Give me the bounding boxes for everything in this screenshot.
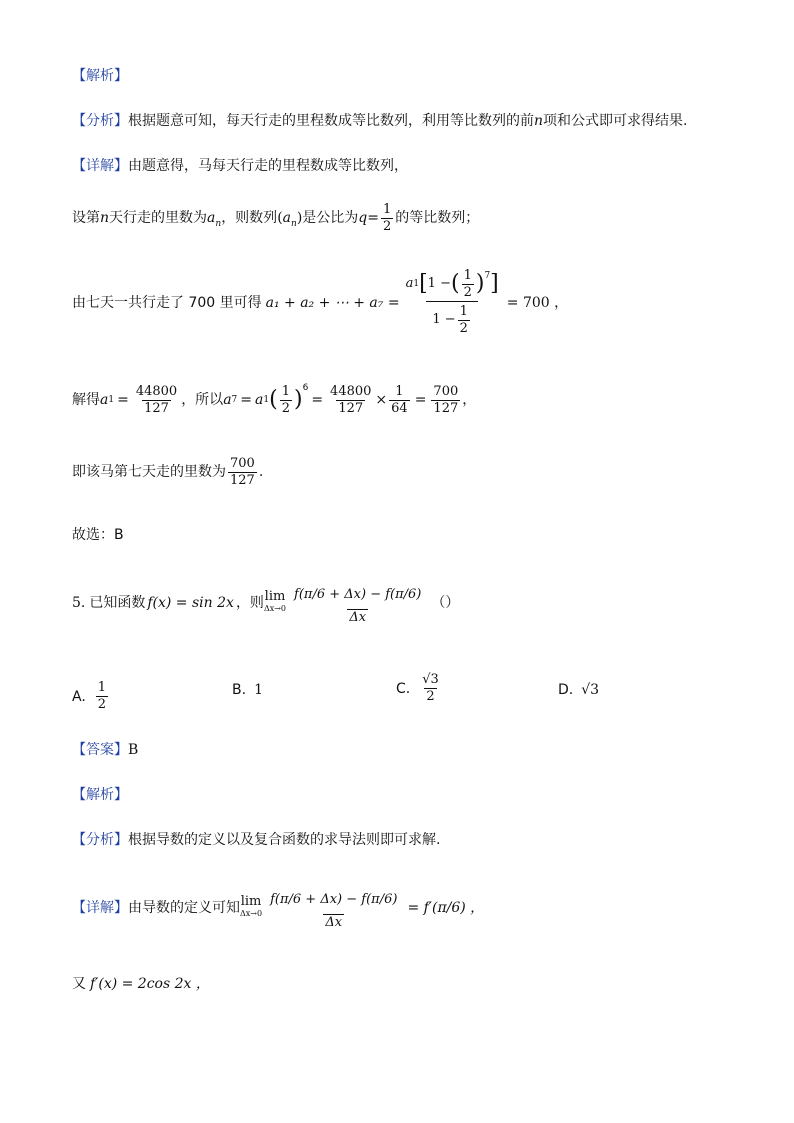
sum-equation-line bbox=[72, 258, 568, 348]
paren-left: ( bbox=[269, 387, 278, 412]
numerator: 700 bbox=[230, 455, 255, 471]
option-label: A. bbox=[72, 688, 86, 705]
option-label: D. bbox=[558, 682, 574, 698]
analysis-paragraph bbox=[72, 111, 687, 131]
paren: ( bbox=[277, 210, 283, 226]
equals: = bbox=[240, 392, 253, 408]
lim-text: lim bbox=[240, 894, 262, 909]
difference-quotient bbox=[290, 581, 425, 626]
choice-line bbox=[72, 525, 124, 545]
analysis-paragraph-2 bbox=[72, 830, 440, 850]
answer-line bbox=[72, 740, 138, 760]
fraction-half bbox=[458, 304, 470, 337]
analysis-tag: 【解析】 bbox=[72, 68, 128, 84]
text-segment: 又 bbox=[72, 976, 86, 992]
var-a: a bbox=[100, 392, 109, 408]
numerator bbox=[404, 268, 501, 301]
sum-expression: a₁ + a₂ + ⋯ + a₇ = bbox=[265, 295, 400, 311]
analysis-text: 根据导数的定义以及复合函数的求导法则即可求解. bbox=[128, 832, 441, 848]
equals: = bbox=[311, 392, 324, 408]
var-a: a bbox=[282, 210, 292, 226]
subscript: n bbox=[291, 218, 297, 229]
var-a: a bbox=[255, 392, 264, 408]
denominator: 2 bbox=[426, 689, 435, 704]
difference-quotient bbox=[266, 886, 401, 931]
option-c[interactable] bbox=[396, 672, 443, 705]
paren: ) bbox=[296, 210, 303, 226]
section-heading-analysis bbox=[72, 66, 128, 86]
option-fraction bbox=[420, 672, 441, 705]
analysis-tag: 【解析】 bbox=[72, 787, 128, 803]
derivative-expression: f′(x) = 2cos 2x ， bbox=[90, 976, 210, 992]
geometric-sum-fraction bbox=[404, 268, 501, 339]
denominator: 2 bbox=[463, 284, 472, 300]
fraction-a1 bbox=[134, 384, 179, 417]
numerator: 1 bbox=[463, 267, 472, 283]
detail-text: 由导数的定义可知 bbox=[128, 900, 240, 916]
denominator: 2 bbox=[459, 320, 468, 336]
analysis-text: 根据题意可知，每天行走的里程数成等比数列，利用等比数列的前 bbox=[128, 113, 534, 129]
one-minus: 1 − bbox=[432, 312, 456, 327]
derivative-at-point: = f′(π/6) ， bbox=[407, 900, 485, 916]
question-number: 5. bbox=[72, 595, 86, 611]
function-def: f(x) = sin 2x bbox=[147, 595, 234, 611]
solve-line bbox=[72, 378, 476, 422]
option-b[interactable] bbox=[232, 680, 263, 700]
text-segment: ，所以 bbox=[181, 392, 224, 408]
fraction-half bbox=[280, 384, 292, 417]
times: × bbox=[375, 392, 388, 408]
denominator: Δx bbox=[349, 609, 367, 625]
fenxi-tag: 【分析】 bbox=[72, 113, 128, 129]
numerator: 1 bbox=[382, 201, 392, 217]
text-segment: 已知函数 bbox=[89, 595, 146, 611]
var-a: a bbox=[223, 392, 232, 408]
var-a: a bbox=[207, 210, 216, 226]
fraction-half bbox=[462, 268, 474, 301]
text-segment: 即该马第七天走的里数为 bbox=[72, 464, 226, 480]
fraction-half bbox=[381, 202, 393, 235]
option-d[interactable] bbox=[558, 680, 599, 700]
option-fraction bbox=[96, 680, 108, 713]
text-segment: ，则 bbox=[235, 595, 264, 611]
subscript: n bbox=[215, 218, 222, 229]
text-segment: 解得 bbox=[72, 392, 100, 408]
sequence-definition-line bbox=[72, 200, 479, 242]
exponent: 7 bbox=[484, 270, 491, 281]
one-minus: 1 − bbox=[427, 276, 451, 291]
text-segment: 是公比为 bbox=[302, 210, 359, 226]
text-segment: ，则数列 bbox=[221, 210, 278, 226]
denominator: 127 bbox=[230, 472, 255, 488]
subscript: 7 bbox=[231, 395, 238, 405]
numerator: 1 bbox=[395, 383, 404, 399]
numerator: 1 bbox=[281, 383, 290, 399]
option-label: B. bbox=[232, 682, 247, 698]
numerator: √3 bbox=[422, 672, 439, 687]
analysis-tail: 项和公式即可求得结果. bbox=[543, 113, 688, 129]
denominator: 2 bbox=[382, 218, 392, 234]
question-5 bbox=[72, 572, 459, 634]
lim-text: lim bbox=[264, 589, 286, 604]
denominator: 64 bbox=[391, 400, 408, 416]
denominator: 127 bbox=[338, 400, 364, 416]
text-segment: ， bbox=[462, 392, 477, 408]
var-n: n bbox=[534, 113, 544, 129]
fraction bbox=[328, 384, 373, 417]
text-segment: 天行走的里数为 bbox=[109, 210, 208, 226]
option-a[interactable] bbox=[72, 680, 110, 713]
denominator: 2 bbox=[281, 400, 290, 416]
bracket-right: ] bbox=[490, 271, 499, 296]
numerator: 700 bbox=[433, 383, 459, 399]
numerator: 1 bbox=[97, 680, 107, 695]
paren-right: ) bbox=[293, 387, 303, 412]
denominator bbox=[426, 301, 478, 339]
var-a: a bbox=[405, 276, 414, 291]
detail-tag: 【详解】 bbox=[72, 900, 128, 916]
detail-paragraph-2 bbox=[72, 876, 484, 940]
paren-left: ( bbox=[450, 271, 460, 296]
choice-text: 故选：B bbox=[72, 527, 124, 543]
lim-under: Δx→0 bbox=[263, 604, 287, 613]
fraction bbox=[431, 384, 460, 417]
equals: = bbox=[414, 392, 427, 408]
numerator: 44800 bbox=[135, 383, 178, 399]
section-heading-analysis-2 bbox=[72, 785, 128, 805]
denominator: Δx bbox=[325, 914, 343, 930]
text-segment: 设第 bbox=[72, 210, 100, 226]
fraction bbox=[389, 384, 410, 417]
var-n: n bbox=[100, 210, 110, 226]
bracket-left: [ bbox=[419, 271, 428, 296]
detail-tag: 【详解】 bbox=[72, 158, 128, 174]
result-700: = 700 ， bbox=[506, 295, 569, 311]
denominator: 127 bbox=[144, 400, 169, 416]
numerator: f(π/6 + Δx) − f(π/6) bbox=[294, 586, 422, 602]
var-q: q bbox=[358, 210, 368, 226]
numerator: 44800 bbox=[330, 383, 372, 399]
option-value: √3 bbox=[581, 682, 600, 698]
text-segment: 的等比数列； bbox=[395, 210, 480, 226]
text-segment: （） bbox=[431, 595, 460, 611]
option-label: C. bbox=[396, 680, 411, 697]
limit-operator bbox=[264, 591, 286, 615]
paren-right: ) bbox=[475, 271, 485, 296]
detail-text: 由题意得，马每天行走的里程数成等比数列， bbox=[128, 158, 408, 174]
denominator: 2 bbox=[97, 697, 107, 712]
numerator: f(π/6 + Δx) − f(π/6) bbox=[270, 891, 398, 907]
result-line bbox=[72, 452, 263, 492]
text-segment: . bbox=[258, 464, 264, 480]
fraction-result bbox=[228, 456, 257, 489]
subscript: 1 bbox=[263, 395, 270, 405]
equals: = bbox=[117, 392, 129, 408]
equals: = bbox=[367, 210, 379, 226]
exponent: 6 bbox=[302, 383, 309, 393]
derivative-line bbox=[72, 974, 210, 994]
detail-paragraph bbox=[72, 156, 408, 176]
numerator: 1 bbox=[459, 303, 468, 319]
fenxi-tag: 【分析】 bbox=[72, 832, 128, 848]
limit-operator bbox=[240, 896, 262, 920]
subscript: 1 bbox=[413, 279, 420, 289]
answer-tag: 【答案】 bbox=[72, 742, 128, 758]
answer-value: B bbox=[128, 742, 139, 758]
denominator: 127 bbox=[433, 400, 459, 416]
option-value: 1 bbox=[254, 682, 263, 698]
text-segment: 由七天一共行走了 700 里可得 bbox=[72, 295, 262, 311]
lim-under: Δx→0 bbox=[240, 909, 263, 918]
subscript: 1 bbox=[108, 395, 115, 405]
